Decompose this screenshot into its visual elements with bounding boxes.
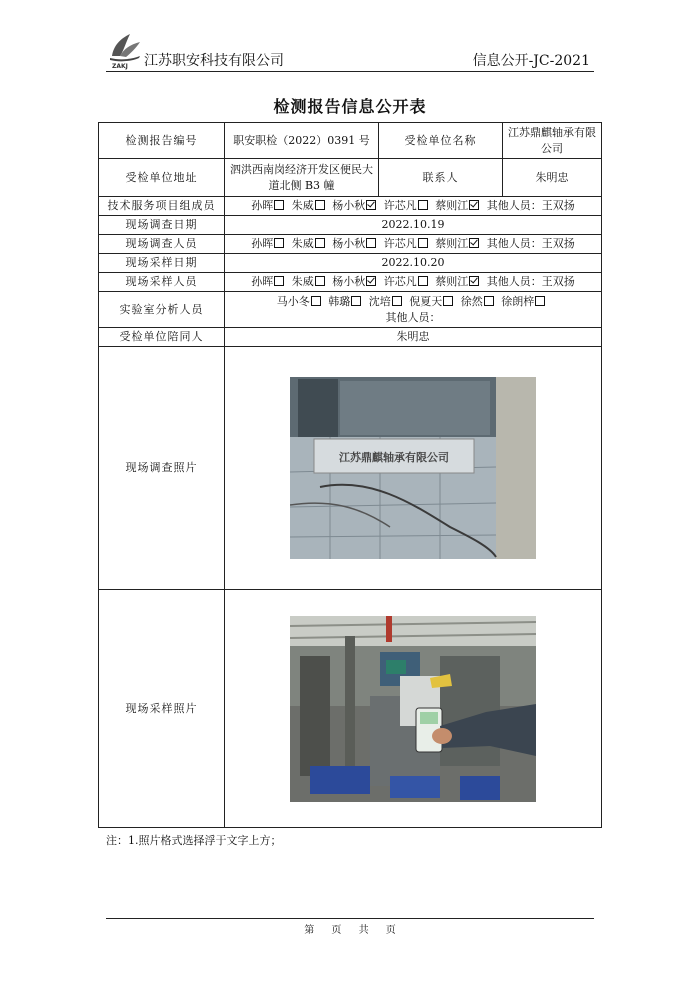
table-row — [99, 273, 602, 292]
document-code: 信息公开-JC-2021 — [472, 53, 590, 69]
table-row — [99, 347, 602, 590]
survey-photo-cell — [225, 347, 602, 590]
checkbox[interactable] — [418, 200, 428, 210]
sampling-date-value: 2022.10.20 — [225, 254, 602, 273]
report-no-label: 检测报告编号 — [99, 123, 225, 159]
sampling-photo-label: 现场采样照片 — [99, 590, 225, 828]
checkbox[interactable] — [366, 200, 376, 210]
checkbox[interactable] — [315, 276, 325, 286]
tech-team-label: 技术服务项目组成员 — [99, 197, 225, 216]
surveyors-members: 孙晖 朱威 杨小秋 许芯凡 蔡则江 其他人员：王双扬 — [225, 235, 602, 254]
escort-value: 朱明忠 — [225, 328, 602, 347]
checkbox[interactable] — [443, 296, 453, 306]
survey-date-label: 现场调查日期 — [99, 216, 225, 235]
client-value: 江苏鼎麒轴承有限公司 — [503, 123, 602, 159]
checkbox[interactable] — [469, 200, 479, 210]
survey-photo — [290, 377, 536, 559]
lab-label: 实验室分析人员 — [99, 292, 225, 328]
address-label: 受检单位地址 — [99, 159, 225, 197]
contact-value: 朱明忠 — [503, 159, 602, 197]
client-label: 受检单位名称 — [379, 123, 503, 159]
table-row — [99, 123, 602, 159]
sampling-photo — [290, 616, 536, 802]
checkbox[interactable] — [311, 296, 321, 306]
checkbox[interactable] — [366, 276, 376, 286]
checkbox[interactable] — [535, 296, 545, 306]
checkbox[interactable] — [392, 296, 402, 306]
footnote: 注：1.照片格式选择浮于文字上方； — [106, 834, 282, 847]
table-row — [99, 292, 602, 328]
table-row — [99, 216, 602, 235]
lab-members: 马小冬 韩璐 沈培 倪夏天 徐然 徐朗梓 其他人员： — [225, 292, 602, 328]
checkbox[interactable] — [366, 238, 376, 248]
address-value: 泗洪西南岗经济开发区便民大道北侧 B3 幢 — [225, 159, 379, 197]
checkbox[interactable] — [418, 238, 428, 248]
samplers-members: 孙晖 朱威 杨小秋 许芯凡 蔡则江 其他人员：王双扬 — [225, 273, 602, 292]
checkbox[interactable] — [315, 238, 325, 248]
page-number: 第 页 共 页 — [304, 925, 396, 936]
company-sign-photo-image — [290, 377, 536, 559]
checkbox[interactable] — [469, 238, 479, 248]
checkbox[interactable] — [418, 276, 428, 286]
table-row — [99, 328, 602, 347]
svg-text:ZAKJ: ZAKJ — [112, 63, 128, 70]
svg-text:江苏鼎麒轴承有限公司: 江苏鼎麒轴承有限公司 — [339, 451, 449, 464]
page-header — [106, 30, 594, 72]
company-logo-icon — [106, 30, 142, 70]
survey-date-value: 2022.10.19 — [225, 216, 602, 235]
table-row — [99, 159, 602, 197]
checkbox[interactable] — [274, 276, 284, 286]
checkbox[interactable] — [274, 200, 284, 210]
surveyors-label: 现场调查人员 — [99, 235, 225, 254]
sampling-date-label: 现场采样日期 — [99, 254, 225, 273]
table-row — [99, 254, 602, 273]
survey-photo-label: 现场调查照片 — [99, 347, 225, 590]
table-row — [99, 235, 602, 254]
table-row — [99, 590, 602, 828]
factory-sampling-photo-image — [290, 616, 536, 802]
footer-divider — [106, 918, 594, 919]
contact-label: 联系人 — [379, 159, 503, 197]
samplers-label: 现场采样人员 — [99, 273, 225, 292]
checkbox[interactable] — [469, 276, 479, 286]
sampling-photo-cell — [225, 590, 602, 828]
checkbox[interactable] — [351, 296, 361, 306]
company-name: 江苏职安科技有限公司 — [144, 53, 284, 69]
report-info-table — [98, 122, 602, 828]
checkbox[interactable] — [484, 296, 494, 306]
table-row — [99, 197, 602, 216]
report-no-value: 职安职检（2022）0391 号 — [225, 123, 379, 159]
checkbox[interactable] — [315, 200, 325, 210]
page-title: 检测报告信息公开表 — [273, 97, 427, 116]
escort-label: 受检单位陪同人 — [99, 328, 225, 347]
tech-team-members: 孙晖 朱威 杨小秋 许芯凡 蔡则江 其他人员：王双扬 — [225, 197, 602, 216]
header-divider — [106, 71, 594, 72]
checkbox[interactable] — [274, 238, 284, 248]
